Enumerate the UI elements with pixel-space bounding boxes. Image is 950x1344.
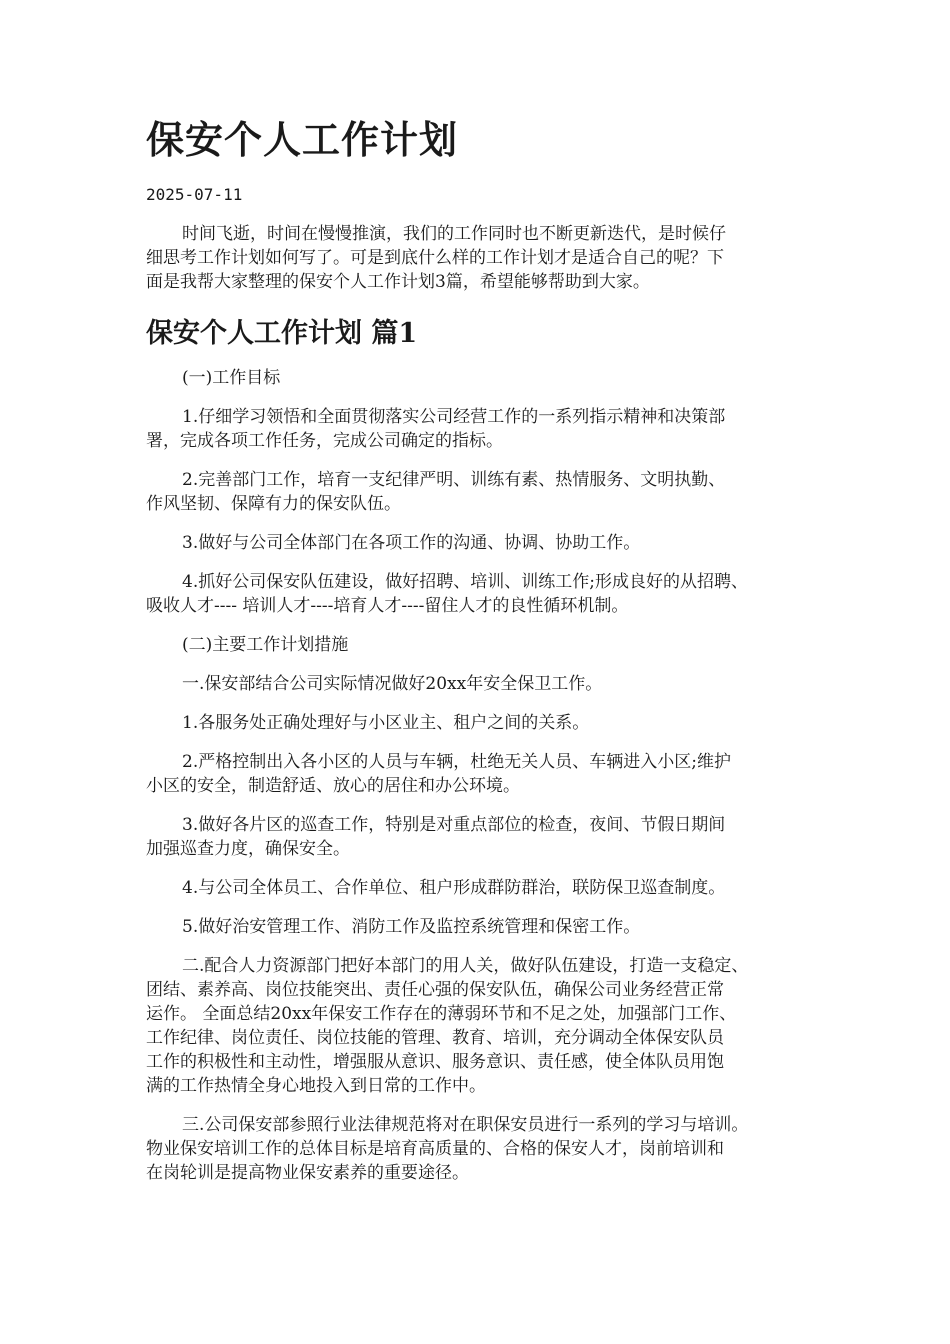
- measure-part-3: 三.公司保安部参照行业法律规范将对在职保安员进行一系列的学习与培训。 物业保安培训工作的总体目标是培育高质量的、合格的保安人才，岗前培训和 在岗轮训是提高物业保安素养的重要途径。: [146, 1115, 749, 1183]
- document-date: 2025-07-11: [146, 185, 243, 204]
- document-title: 保安个人工作计划: [146, 117, 459, 162]
- goal-item-4: 4.抓好公司保安队伍建设，做好招聘、培训、训练工作;形成良好的从招聘、 吸收人才---- 培训人才----培育人才----留住人才的良性循环机制。: [146, 572, 748, 616]
- goal-item-2: 2.完善部门工作，培育一支纪律严明、训练有素、热情服务、文明执勤、 作风坚韧、保障有力的保安队伍。: [146, 470, 726, 514]
- goal-item-3: 3.做好与公司全体部门在各项工作的沟通、协调、协助工作。: [182, 533, 641, 553]
- section-heading: 保安个人工作计划 篇1: [146, 318, 418, 349]
- measure-item-4: 4.与公司全体员工、合作单位、租户形成群防群治，联防保卫巡查制度。: [182, 878, 726, 898]
- measure-part-2: 二.配合人力资源部门把好本部门的用人关，做好队伍建设，打造一支稳定、 团结、素养高、岗位技能突出、责任心强的保安队伍，确保公司业务经营正常 运作。 全面总结20xx年保安工作存在的薄弱环节和不足之处，加强部门工作、 工作纪律、岗位责任、岗位技能的管理、教育、培训，充分调动全体保安队员 工作的积极性和主动性，增强服从意识、服务意识、责任感，使全体队员用饱 满的工作热情全身心地投入到日常的工作中。: [146, 956, 749, 1096]
- measure-part-1: 一.保安部结合公司实际情况做好20xx年安全保卫工作。: [182, 674, 603, 694]
- subheading-measures: (二)主要工作计划措施: [182, 635, 349, 655]
- measure-item-5: 5.做好治安管理工作、消防工作及监控系统管理和保密工作。: [182, 917, 641, 937]
- measure-item-3: 3.做好各片区的巡查工作，特别是对重点部位的检查，夜间、节假日期间 加强巡查力度，确保安全。: [146, 815, 726, 859]
- measure-item-2: 2.严格控制出入各小区的人员与车辆，杜绝无关人员、车辆进入小区;维护 小区的安全，制造舒适、放心的居住和办公环境。: [146, 752, 731, 796]
- intro-paragraph: 时间飞逝，时间在慢慢推演，我们的工作同时也不断更新迭代，是时候仔 细思考工作计划如何写了。可是到底什么样的工作计划才是适合自己的呢？下 面是我帮大家整理的保安个人工作计划3篇，希望能够帮助到大家。: [146, 224, 726, 292]
- measure-item-1: 1.各服务处正确处理好与小区业主、租户之间的关系。: [182, 713, 590, 733]
- goal-item-1: 1.仔细学习领悟和全面贯彻落实公司经营工作的一系列指示精神和决策部 署，完成各项工作任务，完成公司确定的指标。: [146, 407, 726, 451]
- subheading-goals: (一)工作目标: [182, 368, 281, 388]
- document-page: [146, 112, 826, 1185]
